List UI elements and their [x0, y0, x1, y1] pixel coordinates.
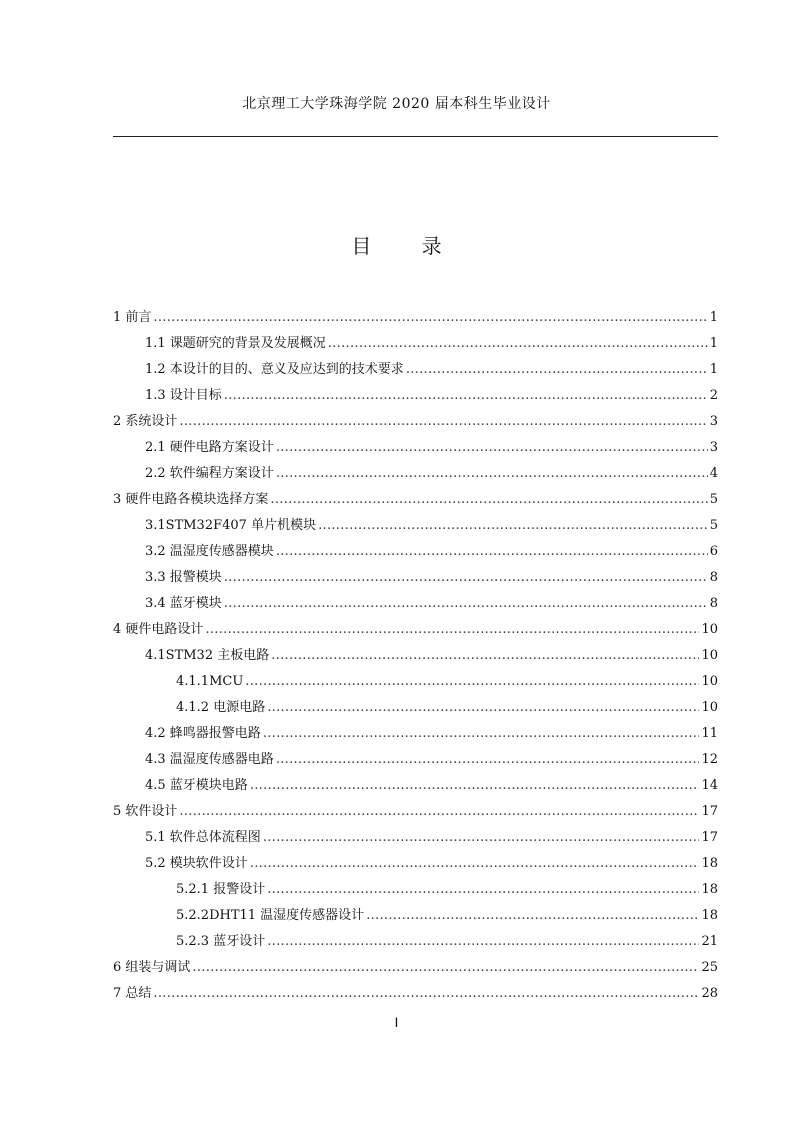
toc-entry[interactable]: [113, 565, 718, 591]
toc-entry[interactable]: [113, 409, 718, 435]
toc-entry[interactable]: [113, 747, 718, 773]
toc-entry-page: 18: [701, 882, 718, 897]
toc-entry-label: 5.2 模块软件设计: [145, 856, 248, 871]
toc-entry-page: 12: [701, 752, 718, 767]
toc-entry-label: 3.4 蓝牙模块: [145, 596, 222, 611]
toc-dot-leader: [250, 773, 700, 799]
toc-dot-leader: [263, 825, 700, 851]
toc-entry[interactable]: [113, 981, 718, 1007]
toc-dot-leader: [271, 643, 699, 669]
toc-entry[interactable]: [113, 669, 718, 695]
toc-entry-label: 5.2.3 蓝牙设计: [176, 934, 266, 949]
toc-entry-page: 6: [709, 544, 718, 559]
toc-dot-leader: [406, 357, 708, 383]
toc-entry-label: 4 硬件电路设计: [113, 622, 204, 637]
toc-dot-leader: [276, 461, 708, 487]
toc-entry-label: 1 前言: [113, 310, 152, 325]
toc-entry-label: 2.1 硬件电路方案设计: [145, 440, 274, 455]
toc-entry-label: 5.2.1 报警设计: [176, 882, 266, 897]
toc-dot-leader: [205, 617, 699, 643]
toc-entry-page: 3: [709, 440, 718, 455]
toc-entry[interactable]: [113, 357, 718, 383]
toc-entry-page: 14: [701, 778, 718, 793]
toc-entry-label: 4.3 温湿度传感器电路: [145, 752, 274, 767]
toc-dot-leader: [276, 435, 708, 461]
toc-entry-page: 10: [701, 648, 718, 663]
toc-entry-page: 1: [709, 310, 718, 325]
toc-title: 目 录: [351, 234, 464, 258]
toc-entry-page: 1: [709, 336, 718, 351]
toc-dot-leader: [263, 721, 700, 747]
toc-dot-leader: [270, 487, 707, 513]
page-header-title: 北京理工大学珠海学院 2020 届本科生毕业设计: [242, 96, 551, 112]
toc-entry-label: 2.2 软件编程方案设计: [145, 466, 274, 481]
toc-entry[interactable]: [113, 773, 718, 799]
toc-entry[interactable]: [113, 487, 718, 513]
toc-entry-label: 4.5 蓝牙模块电路: [145, 778, 248, 793]
toc-entry-label: 1.3 设计目标: [145, 388, 222, 403]
toc-entry[interactable]: [113, 539, 718, 565]
page-number: I: [394, 1014, 399, 1030]
toc-entry-page: 5: [709, 492, 718, 507]
toc-entry-label: 3.2 温湿度传感器模块: [145, 544, 274, 559]
toc-dot-leader: [267, 877, 699, 903]
toc-entry-page: 17: [701, 804, 718, 819]
toc-entry-page: 21: [701, 934, 718, 949]
toc-entry-label: 4.1STM32 主板电路: [145, 648, 270, 663]
toc-dot-leader: [192, 955, 699, 981]
toc-entry-label: 3.1STM32F407 单片机模块: [145, 518, 317, 533]
toc-dot-leader: [366, 903, 699, 929]
toc-entry-page: 3: [709, 414, 718, 429]
toc-dot-leader: [153, 981, 699, 1007]
toc-dot-leader: [153, 305, 707, 331]
toc-entry[interactable]: [113, 617, 718, 643]
toc-dot-leader: [179, 409, 707, 435]
toc-entry-label: 5.2.2DHT11 温湿度传感器设计: [176, 908, 365, 923]
toc-dot-leader: [276, 539, 708, 565]
toc-entry[interactable]: [113, 955, 718, 981]
toc-entry[interactable]: [113, 851, 718, 877]
toc-entry-page: 25: [701, 960, 718, 975]
toc-dot-leader: [318, 513, 708, 539]
toc-entry-label: 3 硬件电路各模块选择方案: [113, 492, 269, 507]
toc-entry-label: 7 总结: [113, 986, 152, 1001]
toc-entry-label: 1.1 课题研究的背景及发展概况: [145, 336, 326, 351]
toc-entry[interactable]: [113, 799, 718, 825]
toc-entry-label: 1.2 本设计的目的、意义及应达到的技术要求: [145, 362, 404, 377]
toc-entry[interactable]: [113, 695, 718, 721]
toc-entry-page: 2: [709, 388, 718, 403]
toc-entry-label: 2 系统设计: [113, 414, 178, 429]
toc-entry[interactable]: [113, 903, 718, 929]
toc-entry-page: 18: [701, 908, 718, 923]
toc-entry-page: 10: [701, 700, 718, 715]
toc-dot-leader: [224, 383, 708, 409]
toc-entry-page: 11: [701, 726, 718, 741]
toc-entry[interactable]: [113, 435, 718, 461]
toc-dot-leader: [224, 565, 708, 591]
toc-entry[interactable]: [113, 825, 718, 851]
toc-dot-leader: [245, 669, 699, 695]
toc-entry-label: 4.1.1MCU: [176, 674, 244, 689]
toc-entry-label: 3.3 报警模块: [145, 570, 222, 585]
toc-entry[interactable]: [113, 331, 718, 357]
toc-entry-label: 4.1.2 电源电路: [176, 700, 266, 715]
toc-entry[interactable]: [113, 591, 718, 617]
toc-entry-page: 1: [709, 362, 718, 377]
toc-dot-leader: [267, 929, 699, 955]
toc-entry-label: 4.2 蜂鸣器报警电路: [145, 726, 261, 741]
toc-dot-leader: [179, 799, 699, 825]
table-of-contents: [113, 305, 718, 1007]
toc-entry-label: 6 组装与调试: [113, 960, 191, 975]
toc-entry[interactable]: [113, 643, 718, 669]
toc-entry[interactable]: [113, 305, 718, 331]
toc-entry[interactable]: [113, 513, 718, 539]
toc-entry[interactable]: [113, 461, 718, 487]
toc-entry-page: 5: [709, 518, 718, 533]
toc-entry-page: 10: [701, 622, 718, 637]
toc-entry-page: 4: [709, 466, 718, 481]
toc-dot-leader: [224, 591, 708, 617]
header-divider: [113, 136, 718, 137]
toc-entry-page: 17: [701, 830, 718, 845]
toc-dot-leader: [250, 851, 700, 877]
toc-dot-leader: [328, 331, 708, 357]
toc-entry-page: 8: [709, 596, 718, 611]
toc-entry-page: 10: [701, 674, 718, 689]
toc-dot-leader: [276, 747, 700, 773]
toc-entry[interactable]: [113, 383, 718, 409]
toc-dot-leader: [267, 695, 699, 721]
toc-entry-page: 28: [701, 986, 718, 1001]
toc-entry[interactable]: [113, 929, 718, 955]
toc-entry-page: 8: [709, 570, 718, 585]
toc-entry-label: 5.1 软件总体流程图: [145, 830, 261, 845]
toc-entry-label: 5 软件设计: [113, 804, 178, 819]
toc-entry[interactable]: [113, 877, 718, 903]
toc-entry[interactable]: [113, 721, 718, 747]
toc-entry-page: 18: [701, 856, 718, 871]
